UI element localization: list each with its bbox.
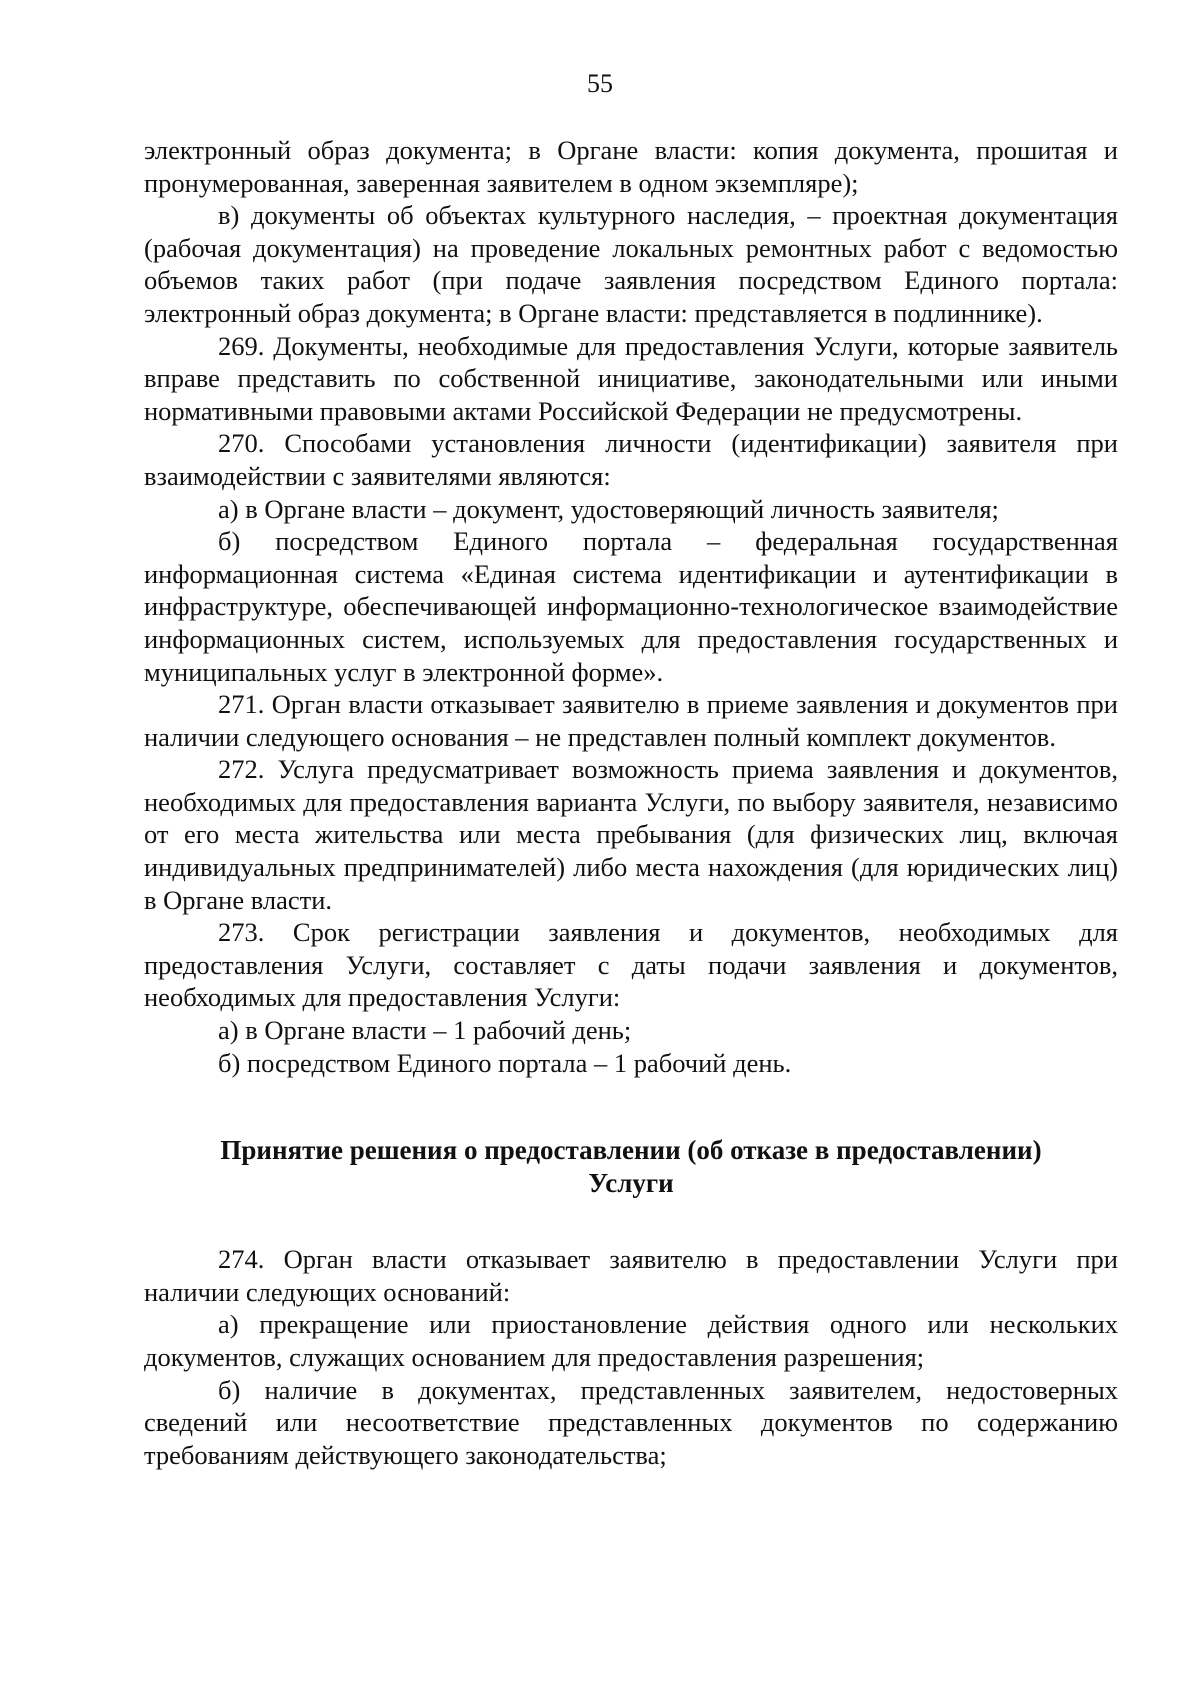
page-number: 55 [587, 69, 613, 98]
paragraph-item-v-heritage-documents: в) документы об объектах культурного наследия, – проектная документация (рабочая документация) на проведение локальных ремонтных работ с ведомостью объемов таких работ (при подаче заявления посредством Единого портала: электронный образ документа; в Органе власти: представляется в подлиннике). [144, 200, 1118, 328]
paragraph-270-a: а) в Органе власти – документ, удостоверяющий личность заявителя; [218, 493, 999, 524]
section-heading [144, 1079, 1118, 1243]
paragraph-270-b: б) посредством Единого портала – федеральная государственная информационная система «Единая система идентификации и аутентификации в инфраструктуре, обеспечивающей информационно-технологическое взаимодействие информационных систем, используемых для предоставления государственных и муниципальных услуг в электронной форме». [144, 526, 1118, 687]
paragraph-271: 271. Орган власти отказывает заявителю в приеме заявления и документов при наличии следующего основания – не представлен полный комплект документов. [144, 689, 1118, 752]
paragraph-274: 274. Орган власти отказывает заявителю в предоставлении Услуги при наличии следующих оснований: [144, 1244, 1118, 1307]
paragraph-continuation: электронный образ документа; в Органе власти: копия документа, прошитая и пронумерованная, заверенная заявителем в одном экземпляре); [144, 135, 1118, 198]
section-heading-line-1: Принятие решения о предоставлении (об отказе в предоставлении) [220, 1135, 1042, 1166]
document-body [144, 134, 1118, 1471]
paragraph-270: 270. Способами установления личности (идентификации) заявителя при взаимодействии с заявителями являются: [144, 428, 1118, 491]
paragraph-272: 272. Услуга предусматривает возможность приема заявления и документов, необходимых для предоставления варианта Услуги, по выбору заявителя, независимо от его места жительства или места пребывания (для физических лиц, включая индивидуальных предпринимателей) либо места нахождения (для юридических лиц) в Органе власти. [144, 754, 1118, 915]
section-heading-line-2: Услуги [588, 1168, 674, 1199]
paragraph-273-b: б) посредством Единого портала – 1 рабочий день. [218, 1047, 792, 1078]
paragraph-274-b: б) наличие в документах, представленных заявителем, недостоверных сведений или несоответствие представленных документов по содержанию требованиям действующего законодательства; [144, 1374, 1118, 1470]
paragraph-274-a: а) прекращение или приостановление действия одного или нескольких документов, служащих основанием для предоставления разрешения; [144, 1309, 1118, 1372]
paragraph-273: 273. Срок регистрации заявления и документов, необходимых для предоставления Услуги, составляет с даты подачи заявления и документов, необходимых для предоставления Услуги: [144, 917, 1118, 1013]
paragraph-273-a: а) в Органе власти – 1 рабочий день; [218, 1015, 632, 1046]
paragraph-269: 269. Документы, необходимые для предоставления Услуги, которые заявитель вправе представить по собственной инициативе, законодательными или иными нормативными правовыми актами Российской Федерации не предусмотрены. [144, 330, 1118, 426]
